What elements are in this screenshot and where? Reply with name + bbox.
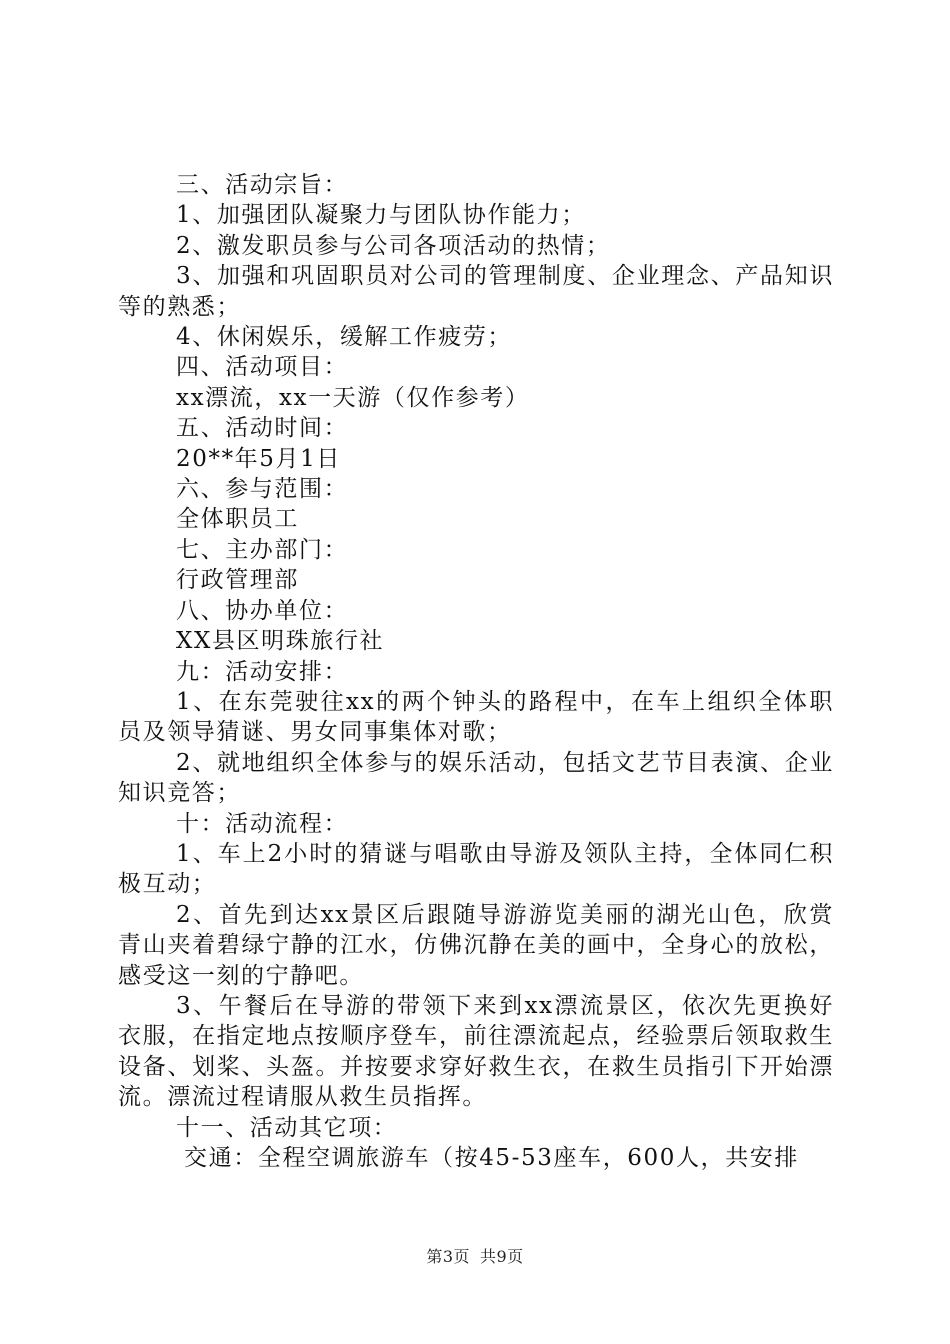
section-heading-process: 十：活动流程：: [176, 810, 349, 837]
scope-text: 全体职员工: [176, 506, 299, 533]
project-text: xx漂流，xx一天游（仅作参考）: [176, 384, 530, 411]
arrangement-item-1: 1、在东莞驶往xx的两个钟头的路程中，在车上组织全体职员及领导猜谜、男女同事集体对歌；: [118, 688, 834, 746]
section-heading-time: 五、活动时间：: [176, 415, 349, 442]
purpose-item-1: 1、加强团队凝聚力与团队协作能力；: [176, 202, 586, 229]
section-heading-co-organizer: 八、协办单位：: [176, 597, 349, 624]
page-total: 共9页: [480, 1247, 524, 1266]
section-heading-organizer: 七、主办部门：: [176, 536, 349, 563]
organizer-text: 行政管理部: [176, 567, 299, 594]
section-heading-purpose: 三、活动宗旨：: [176, 172, 349, 198]
section-heading-other: 十一、活动其它项：: [176, 1114, 398, 1141]
section-heading-arrangement: 九：活动安排：: [176, 658, 349, 685]
page-footer: [0, 1244, 950, 1267]
purpose-item-3: 3、加强和巩固职员对公司的管理制度、企业理念、产品知识等的熟悉；: [118, 263, 834, 320]
process-item-1: 1、车上2小时的猜谜与唱歌由导游及领队主持，全体同仁积极互动；: [118, 840, 834, 898]
page-number: 第3页: [426, 1247, 470, 1266]
section-heading-scope: 六、参与范围：: [176, 476, 349, 503]
purpose-item-4: 4、休闲娱乐，缓解工作疲劳；: [176, 324, 513, 351]
co-organizer-text: XX县区明珠旅行社: [176, 628, 385, 655]
arrangement-item-2: 2、就地组织全体参与的娱乐活动，包括文艺节目表演、企业知识竞答；: [118, 749, 834, 807]
process-item-2: 2、首先到达xx景区后跟随导游游览美丽的湖光山色，欣赏青山夹着碧绿宁静的江水，仿佛沉静在美的画中，全身心的放松，感受这一刻的宁静吧。: [118, 901, 834, 989]
process-item-3: 3、午餐后在导游的带领下来到xx漂流景区，依次先更换好衣服，在指定地点按顺序登车，前往漂流起点，经验票后领取救生设备、划桨、头盔。并按要求穿好救生衣，在救生员指引下开始漂流。漂流过程请服从救生员指挥。: [118, 992, 834, 1111]
document-body: [118, 170, 834, 1173]
time-text: 20**年5月1日: [176, 445, 341, 472]
section-heading-project: 四、活动项目：: [176, 354, 349, 381]
purpose-item-2: 2、激发职员参与公司各项活动的热情；: [176, 232, 611, 259]
transport-text: 交通：全程空调旅游车（按45-53座车，600人，共安排: [184, 1145, 800, 1171]
